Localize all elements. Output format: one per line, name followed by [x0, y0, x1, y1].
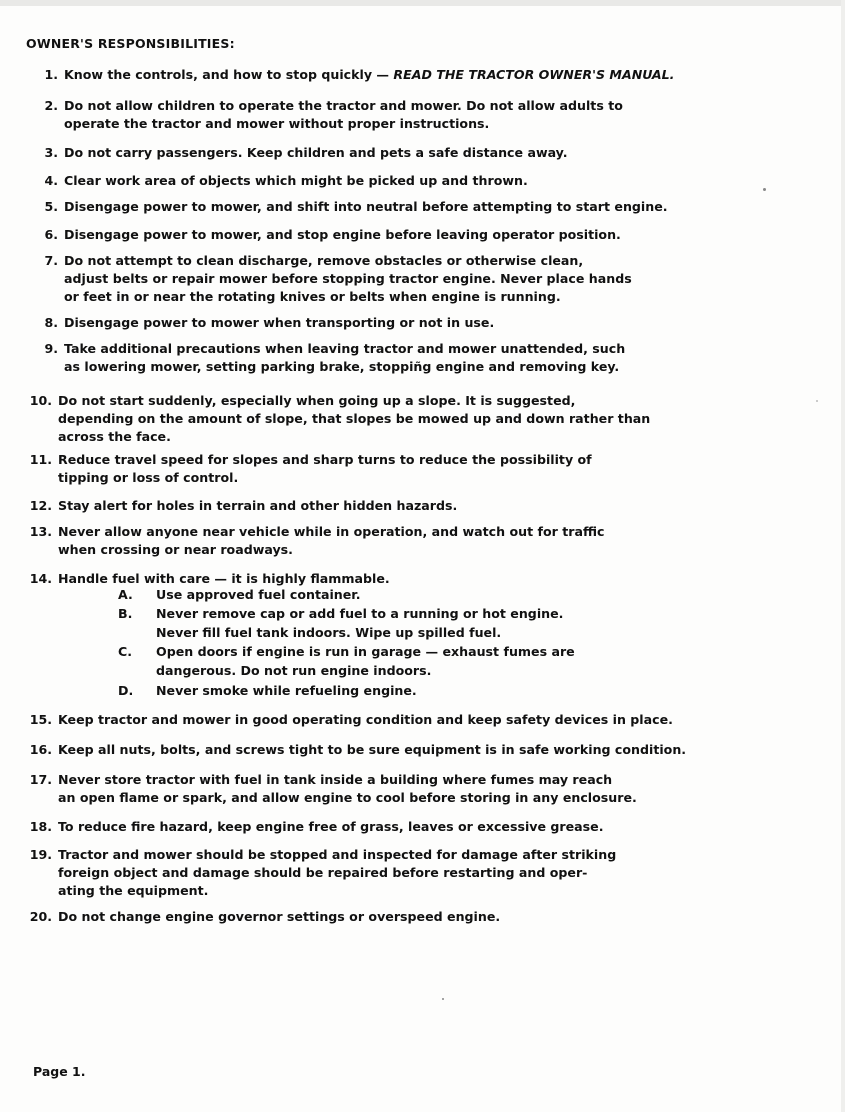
sub-item [118, 682, 718, 701]
item-number: 20. [29, 909, 52, 924]
item-line: Keep all nuts, bolts, and screws tight to be sure equipment is in safe working condition. [58, 742, 687, 757]
item-line: Never allow anyone near vehicle while in operation, and watch out for traffic [58, 524, 605, 539]
sub-item-line: dangerous. Do not run engine indoors. [156, 662, 432, 678]
item-text [58, 741, 800, 759]
item-number: 5. [44, 199, 58, 214]
item-number: 17. [29, 772, 52, 787]
list-item [26, 340, 806, 376]
sub-item-line: Never remove cap or add fuel to a running or hot engine. [156, 606, 564, 621]
item-line: Do not change engine governor settings or overspeed engine. [58, 909, 501, 924]
item-line: Do not start suddenly, especially when going up a slope. It is suggested, [58, 393, 576, 408]
item-text [64, 172, 806, 190]
item-line: Disengage power to mower when transporting or not in use. [64, 315, 495, 330]
list-item [20, 741, 800, 759]
item-line: Take additional precautions when leaving tractor and mower unattended, such [64, 341, 626, 356]
list-item [20, 908, 800, 926]
list-item [20, 846, 800, 900]
item-number: 16. [29, 742, 52, 757]
item-line: To reduce fire hazard, keep engine free of grass, leaves or excessive grease. [58, 819, 604, 834]
list-item [26, 198, 806, 216]
item-line: across the face. [58, 429, 171, 444]
item-number: 6. [44, 227, 58, 242]
scan-speck [763, 188, 766, 191]
list-item [20, 771, 800, 807]
list-item [20, 451, 800, 487]
scan-right-edge [841, 0, 845, 1112]
sub-item [118, 605, 718, 642]
item-number: 12. [29, 498, 52, 513]
scan-top-edge [0, 0, 845, 6]
item-number: 2. [44, 98, 58, 113]
item-number: 18. [29, 819, 52, 834]
sub-item-line: Never smoke while refueling engine. [156, 683, 417, 698]
item-number: 3. [44, 145, 58, 160]
item-line: Reduce travel speed for slopes and sharp turns to reduce the possibility of [58, 452, 592, 467]
item-number: 13. [29, 524, 52, 539]
sub-item-letter: B. [118, 606, 133, 621]
sub-item-text [156, 643, 718, 680]
item-line: or feet in or near the rotating knives or belts when engine is running. [64, 289, 561, 304]
item-line: depending on the amount of slope, that slopes be mowed up and down rather than [58, 411, 651, 426]
list-item [26, 226, 806, 244]
list-item [26, 172, 806, 190]
sub-item-line: Never fill fuel tank indoors. Wipe up spilled fuel. [156, 624, 502, 640]
item-text [64, 314, 806, 332]
item-text [58, 523, 800, 559]
item-line: Do not allow children to operate the tractor and mower. Do not allow adults to [64, 98, 623, 113]
item-text [64, 144, 806, 162]
item-line: as lowering mower, setting parking brake, stoppiñg engine and removing key. [64, 359, 620, 374]
sub-item-letter: A. [118, 587, 133, 602]
sub-item-text [156, 605, 718, 642]
item-line: Handle fuel with care — it is highly flammable. [58, 571, 390, 586]
item-line: ating the equipment. [58, 883, 209, 898]
item-text [58, 908, 800, 926]
item-line: Never store tractor with fuel in tank inside a building where fumes may reach [58, 772, 613, 787]
item-line: Stay alert for holes in terrain and other hidden hazards. [58, 498, 458, 513]
item-text [64, 66, 806, 84]
list-item [26, 97, 806, 133]
page-heading: OWNER'S RESPONSIBILITIES: [26, 36, 235, 51]
sub-item-line: Open doors if engine is run in garage — exhaust fumes are [156, 644, 575, 659]
list-item [20, 523, 800, 559]
list-item [26, 252, 806, 306]
list-item [20, 818, 800, 836]
item-line: operate the tractor and mower without proper instructions. [64, 116, 490, 131]
item-number: 11. [29, 452, 52, 467]
item-line: an open flame or spark, and allow engine to cool before storing in any enclosure. [58, 790, 637, 805]
list-item [26, 314, 806, 332]
item-line: Do not attempt to clean discharge, remove obstacles or otherwise clean, [64, 253, 584, 268]
item-line: adjust belts or repair mower before stopping tractor engine. Never place hands [64, 271, 632, 286]
sub-item-letter: C. [118, 644, 133, 659]
item-text [64, 198, 806, 216]
item-text [58, 451, 800, 487]
item-number: 14. [29, 571, 52, 586]
item-text [58, 771, 800, 807]
item-number: 4. [44, 173, 58, 188]
item-number: 9. [44, 341, 58, 356]
item-text [58, 497, 800, 515]
item-line: when crossing or near roadways. [58, 542, 293, 557]
item-line: foreign object and damage should be repaired before restarting and oper- [58, 865, 588, 880]
list-item [20, 497, 800, 515]
item-text [64, 340, 806, 376]
item-line: Know the controls, and how to stop quickly — READ THE TRACTOR OWNER'S MANUAL. [64, 67, 675, 82]
list-item [26, 144, 806, 162]
item-text [58, 711, 800, 729]
item-number: 15. [29, 712, 52, 727]
scan-speck [816, 400, 818, 402]
item-number: 1. [44, 67, 58, 82]
sub-item-letter: D. [118, 683, 134, 698]
sub-item [118, 586, 718, 605]
item-text [58, 818, 800, 836]
item-text [58, 392, 800, 446]
item-line: tipping or loss of control. [58, 470, 239, 485]
item-line: Do not carry passengers. Keep children and pets a safe distance away. [64, 145, 568, 160]
sub-item-line: Use approved fuel container. [156, 587, 361, 602]
item-emphasis: READ THE TRACTOR OWNER'S MANUAL. [393, 67, 675, 82]
item-line: Keep tractor and mower in good operating condition and keep safety devices in place. [58, 712, 673, 727]
list-item [20, 392, 800, 446]
item-text [64, 97, 806, 133]
page-number: Page 1. [33, 1064, 86, 1079]
item-number: 8. [44, 315, 58, 330]
item-line: Clear work area of objects which might be picked up and thrown. [64, 173, 528, 188]
scan-speck [442, 998, 444, 1000]
item-line: Disengage power to mower, and shift into neutral before attempting to start engine. [64, 199, 668, 214]
list-item [26, 66, 806, 84]
item-text [58, 846, 800, 900]
sub-item-text [156, 586, 718, 605]
item-text [64, 252, 806, 306]
item-number: 19. [29, 847, 52, 862]
item-text [64, 226, 806, 244]
item-line: Disengage power to mower, and stop engine before leaving operator position. [64, 227, 621, 242]
sub-item-text [156, 682, 718, 701]
item-number: 7. [44, 253, 58, 268]
item-number: 10. [29, 393, 52, 408]
item-line: Tractor and mower should be stopped and inspected for damage after striking [58, 847, 617, 862]
list-item [20, 711, 800, 729]
sub-item [118, 643, 718, 680]
